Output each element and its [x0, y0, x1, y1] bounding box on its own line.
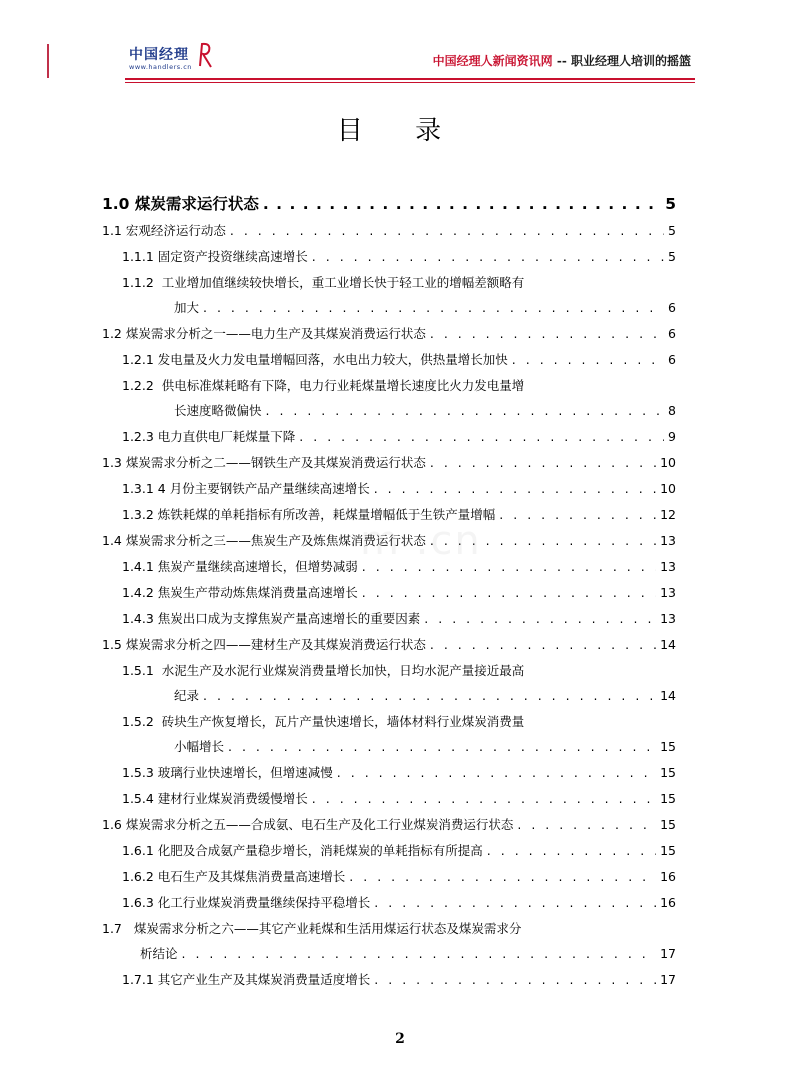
- toc-number: 1.3.1: [122, 481, 158, 496]
- toc-text: 煤炭需求运行状态: [134, 195, 259, 213]
- toc-entry-1-5-1[interactable]: [122, 662, 676, 704]
- toc-number: 1.4.3: [122, 611, 158, 626]
- toc-number: 1.7.1: [122, 972, 158, 987]
- toc-page: 10: [660, 455, 676, 470]
- toc-page: 17: [660, 972, 676, 987]
- toc-page: 5: [668, 249, 676, 264]
- watermark: m .cn: [360, 518, 482, 564]
- toc-page: 13: [660, 533, 676, 548]
- toc-entry-1-7-1[interactable]: [122, 971, 676, 988]
- toc-number: 1.5.2: [122, 714, 162, 729]
- toc-entry-1-3[interactable]: [102, 454, 676, 471]
- leader-dots: [487, 842, 656, 859]
- toc-text: 煤炭需求分析之三——焦炭生产及炼焦煤消费运行状态: [125, 533, 426, 548]
- leader-dots: [499, 506, 656, 523]
- toc-page: 10: [660, 481, 676, 496]
- toc-text: 发电量及火力发电量增幅回落，水电出力较大，供热量增长加快: [157, 352, 508, 367]
- toc-text-continued: 加大: [174, 300, 200, 315]
- toc-page: 16: [660, 895, 676, 910]
- toc-entry-1-2-3[interactable]: [122, 428, 676, 445]
- leader-dots: [430, 636, 656, 653]
- toc-entry-1-4-3[interactable]: [122, 610, 676, 627]
- toc-page: 13: [660, 559, 676, 574]
- toc-number: 1.6.2: [122, 869, 158, 884]
- margin-mark: [47, 44, 49, 78]
- toc-entry-1-5-4[interactable]: [122, 790, 676, 807]
- page-header: [125, 40, 695, 80]
- toc-entry-1-1[interactable]: [102, 222, 676, 239]
- leader-dots: [337, 764, 656, 781]
- toc-page: 15: [660, 739, 676, 754]
- toc-number: 1.2: [102, 326, 126, 341]
- toc-text: 工业增加值继续较快增长，重工业增长快于轻工业的增幅差额略有: [161, 275, 525, 290]
- toc-page: 6: [668, 326, 676, 341]
- toc-text: 炼铁耗煤的单耗指标有所改善，耗煤量增幅低于生铁产量增幅: [157, 507, 496, 522]
- leader-dots: [230, 222, 664, 239]
- toc-number: 1.1: [102, 223, 126, 238]
- toc-page: 9: [668, 429, 676, 444]
- leader-dots: [182, 945, 657, 962]
- leader-dots: [203, 299, 664, 316]
- toc-page: 6: [668, 352, 676, 367]
- toc-number: 1.5.3: [122, 765, 158, 780]
- toc-text: 电石生产及其煤焦消费量高速增长: [157, 869, 346, 884]
- toc-entry-1-5-3[interactable]: [122, 764, 676, 781]
- toc-entry-1-0[interactable]: [102, 196, 676, 213]
- toc-number: 1.4.1: [122, 559, 158, 574]
- toc-number: 1.6.3: [122, 895, 158, 910]
- toc-page: 5: [668, 223, 676, 238]
- toc-page: 15: [660, 765, 676, 780]
- toc-entry-1-1-1[interactable]: [122, 248, 676, 265]
- toc-text: 玻璃行业快速增长，但增速减慢: [157, 765, 333, 780]
- toc-text-continued: 小幅增长: [174, 739, 225, 754]
- toc-text: 砖块生产恢复增长，瓦片产量快速增长，墙体材料行业煤炭消费量: [161, 714, 525, 729]
- page-title: 目 录: [336, 116, 464, 146]
- toc-page: 15: [660, 791, 676, 806]
- header-rule-thin: [125, 82, 695, 83]
- toc-entry-1-6[interactable]: [102, 816, 676, 833]
- toc-text: 煤炭需求分析之五——合成氨、电石生产及化工行业煤炭消费运行状态: [125, 817, 514, 832]
- leader-dots: [430, 454, 656, 471]
- toc-text: 焦炭生产带动炼焦煤消费量高速增长: [157, 585, 358, 600]
- leader-dots: [266, 402, 665, 419]
- toc-number: 1.0: [102, 195, 135, 213]
- toc-text: 煤炭需求分析之一——电力生产及其煤炭消费运行状态: [125, 326, 426, 341]
- leader-dots: [312, 248, 664, 265]
- toc-page: 5: [665, 195, 676, 213]
- toc-number: 1.7: [102, 921, 134, 936]
- toc-text: 煤炭需求分析之四——建材生产及其煤炭消费运行状态: [125, 637, 426, 652]
- toc-page: 17: [660, 946, 676, 961]
- toc-number: 1.2.2: [122, 378, 162, 393]
- toc-text: 宏观经济运行动态: [125, 223, 226, 238]
- toc-page: 14: [660, 637, 676, 652]
- leader-dots: [203, 687, 656, 704]
- toc-number: 1.3: [102, 455, 126, 470]
- toc-text: 化肥及合成氨产量稳步增长，消耗煤炭的单耗指标有所提高: [157, 843, 483, 858]
- logo-url: www.handlers.cn: [129, 63, 192, 71]
- toc-page: 16: [660, 869, 676, 884]
- leader-dots: [424, 610, 656, 627]
- slogan-site-name: 中国经理人新闻资讯网: [432, 54, 553, 68]
- toc-page: 13: [660, 611, 676, 626]
- leader-dots: [374, 971, 656, 988]
- toc-text: 水泥生产及水泥行业煤炭消费量增长加快，日均水泥产量接近最高: [161, 663, 525, 678]
- toc-number: 1.4: [102, 533, 126, 548]
- toc-text-continued: 析结论: [140, 946, 178, 961]
- toc-entry-1-3-1[interactable]: [122, 480, 676, 497]
- header-rule: [125, 78, 695, 80]
- table-of-contents: [102, 196, 676, 997]
- toc-page: 14: [660, 688, 676, 703]
- toc-text: 焦炭出口成为支撑焦炭产量高速增长的重要因素: [157, 611, 421, 626]
- toc-text: 4 月份主要钢铁产品产量继续高速增长: [157, 481, 370, 496]
- leader-dots: [263, 196, 661, 213]
- toc-number: 1.6.1: [122, 843, 158, 858]
- toc-entry-1-5-2[interactable]: [122, 713, 676, 755]
- toc-entry-1-2-1[interactable]: [122, 351, 676, 368]
- toc-number: 1.3.2: [122, 507, 158, 522]
- toc-page: 15: [660, 843, 676, 858]
- toc-text-continued: 长速度略微偏快: [174, 403, 262, 418]
- toc-text: 焦炭产量继续高速增长，但增势减弱: [157, 559, 358, 574]
- leader-dots: [512, 351, 664, 368]
- leader-dots: [517, 816, 656, 833]
- leader-dots: [349, 868, 656, 885]
- toc-number: 1.2.1: [122, 352, 158, 367]
- toc-entry-1-1-2[interactable]: [122, 274, 676, 316]
- toc-text: 煤炭需求分析之二——钢铁生产及其煤炭消费运行状态: [125, 455, 426, 470]
- toc-number: 1.1.2: [122, 275, 162, 290]
- toc-text-continued: 纪录: [174, 688, 200, 703]
- leader-dots: [430, 325, 664, 342]
- toc-text: 化工行业煤炭消费量继续保持平稳增长: [157, 895, 371, 910]
- toc-page: 6: [668, 300, 676, 315]
- toc-text: 供电标准煤耗略有下降，电力行业耗煤量增长速度比火力发电量增: [161, 378, 525, 393]
- logo-swirl-icon: [197, 42, 213, 68]
- toc-entry-1-6-1[interactable]: [122, 842, 676, 859]
- toc-number: 1.4.2: [122, 585, 158, 600]
- toc-text: 建材行业煤炭消费缓慢增长: [157, 791, 308, 806]
- toc-entry-1-7[interactable]: [102, 920, 676, 962]
- toc-entry-1-2-2[interactable]: [122, 377, 676, 419]
- leader-dots: [312, 790, 656, 807]
- leader-dots: [228, 738, 656, 755]
- toc-entry-1-6-3[interactable]: [122, 894, 676, 911]
- header-slogan: [433, 52, 691, 69]
- toc-number: 1.5.4: [122, 791, 158, 806]
- toc-number: 1.6: [102, 817, 126, 832]
- toc-text: 煤炭需求分析之六——其它产业耗煤和生活用煤运行状态及煤炭需求分: [133, 921, 522, 936]
- toc-number: 1.5: [102, 637, 126, 652]
- toc-entry-1-5[interactable]: [102, 636, 676, 653]
- slogan-tagline: -- 职业经理人培训的摇篮: [552, 54, 691, 68]
- toc-text: 电力直供电厂耗煤量下降: [157, 429, 296, 444]
- toc-number: 1.2.3: [122, 429, 158, 444]
- toc-number: 1.5.1: [122, 663, 162, 678]
- leader-dots: [374, 894, 656, 911]
- toc-text: 其它产业生产及其煤炭消费量适度增长: [157, 972, 371, 987]
- toc-entry-1-6-2[interactable]: [122, 868, 676, 885]
- toc-number: 1.1.1: [122, 249, 158, 264]
- logo-text: 中国经理: [129, 47, 189, 63]
- page-number: 2: [395, 1031, 405, 1047]
- toc-page: 13: [660, 585, 676, 600]
- leader-dots: [374, 480, 656, 497]
- logo: [125, 44, 245, 76]
- leader-dots: [299, 428, 664, 445]
- toc-page: 12: [660, 507, 676, 522]
- toc-page: 15: [660, 817, 676, 832]
- toc-entry-1-4-2[interactable]: [122, 584, 676, 601]
- leader-dots: [362, 584, 656, 601]
- toc-page: 8: [668, 403, 676, 418]
- toc-text: 固定资产投资继续高速增长: [157, 249, 308, 264]
- toc-entry-1-2[interactable]: [102, 325, 676, 342]
